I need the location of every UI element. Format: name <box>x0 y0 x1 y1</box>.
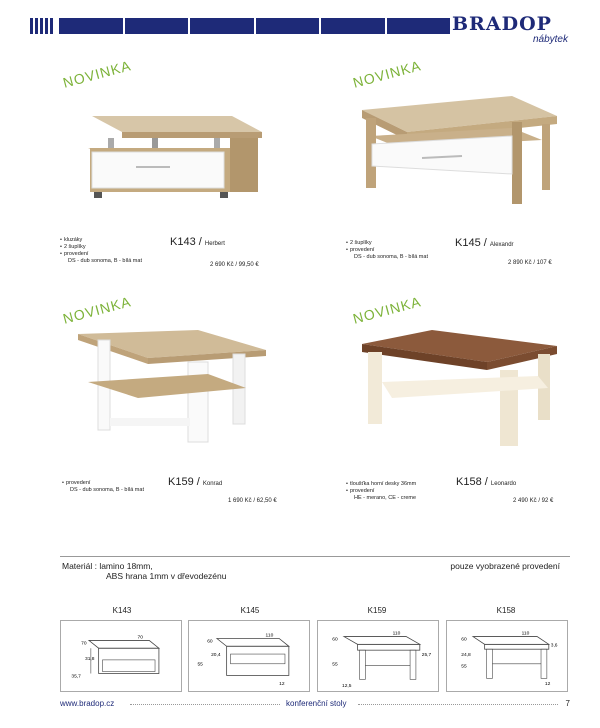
header-stripes <box>30 18 53 34</box>
footer-url[interactable]: www.bradop.cz <box>60 699 115 708</box>
section-divider <box>60 556 570 557</box>
dim-drawing-k159 <box>317 620 439 692</box>
product-code-k159: K159 / Konrad <box>168 476 223 488</box>
product-specs-k159: • provedení DS - dub sonoma, B - bílá mat <box>62 480 144 494</box>
product-price-k145: 2 890 Kč / 107 € <box>508 260 552 266</box>
product-code-k158: K158 / Leonardo <box>456 476 517 488</box>
product-image-k158 <box>362 326 557 448</box>
product-specs-k143: • kluzáky • 2 šuplíky • provedení DS - dub sonoma, B - bílá mat <box>60 237 142 265</box>
svg-text:110: 110 <box>392 631 401 637</box>
svg-text:70: 70 <box>137 635 143 641</box>
dim-label-k145: K145 <box>240 606 260 615</box>
product-specs-k145: • 2 šuplíky • provedení DS - dub sonoma, B - bílá mat <box>346 240 428 261</box>
svg-text:55: 55 <box>332 662 338 668</box>
novinka-badge: NOVINKA <box>61 57 133 91</box>
product-code-k143: K143 / Herbert <box>170 236 225 248</box>
svg-text:55: 55 <box>461 664 467 670</box>
dim-label-k158: K158 <box>496 606 516 615</box>
product-image-k159 <box>78 326 266 444</box>
product-price-k143: 2 690 Kč / 99,50 € <box>210 262 259 268</box>
dim-drawing-k145 <box>188 620 310 692</box>
material-info: Materiál : lamino 18mm, ABS hrana 1mm v dřevodezénu <box>62 561 227 581</box>
svg-text:60: 60 <box>332 637 338 643</box>
svg-text:25,7: 25,7 <box>421 653 432 658</box>
product-price-k158: 2 490 Kč / 92 € <box>513 498 554 504</box>
novinka-badge: NOVINKA <box>61 293 133 327</box>
brand-sub: nábytek <box>532 34 568 45</box>
product-image-k145 <box>362 88 557 210</box>
svg-text:20,4: 20,4 <box>211 653 221 658</box>
header-bar <box>30 18 450 34</box>
svg-text:35,7: 35,7 <box>71 674 81 680</box>
page-footer <box>60 699 570 711</box>
svg-text:24,8: 24,8 <box>461 653 471 658</box>
product-image-k143 <box>82 96 262 204</box>
brand-name: BRADOP <box>452 13 552 35</box>
svg-text:70: 70 <box>81 641 87 647</box>
footer-section: konferenční stoly <box>286 699 347 708</box>
variant-note: pouze vyobrazené provedení <box>450 561 560 571</box>
product-specs-k158: • tloušťka horní desky 36mm • provedení HE - merano, CE - creme <box>346 481 416 502</box>
product-code-k145: K145 / Alexandr <box>455 237 514 249</box>
svg-text:110: 110 <box>521 631 530 637</box>
dim-drawing-k143 <box>60 620 182 692</box>
dim-drawing-k158 <box>446 620 568 692</box>
svg-text:110: 110 <box>265 633 274 639</box>
svg-text:60: 60 <box>461 637 467 643</box>
svg-text:3,6: 3,6 <box>550 643 558 649</box>
svg-text:55: 55 <box>197 662 203 668</box>
novinka-badge: NOVINKA <box>351 293 423 327</box>
dim-label-k159: K159 <box>367 606 387 615</box>
novinka-badge: NOVINKA <box>351 57 423 91</box>
svg-text:12: 12 <box>544 682 551 688</box>
page-number: 7 <box>565 699 570 708</box>
dim-label-k143: K143 <box>112 606 132 615</box>
svg-text:12,5: 12,5 <box>342 684 352 690</box>
svg-text:12: 12 <box>279 682 285 688</box>
svg-text:60: 60 <box>207 639 213 645</box>
brand-logo <box>452 13 572 47</box>
product-price-k159: 1 690 Kč / 62,50 € <box>228 498 277 504</box>
svg-text:31,8: 31,8 <box>85 656 95 662</box>
